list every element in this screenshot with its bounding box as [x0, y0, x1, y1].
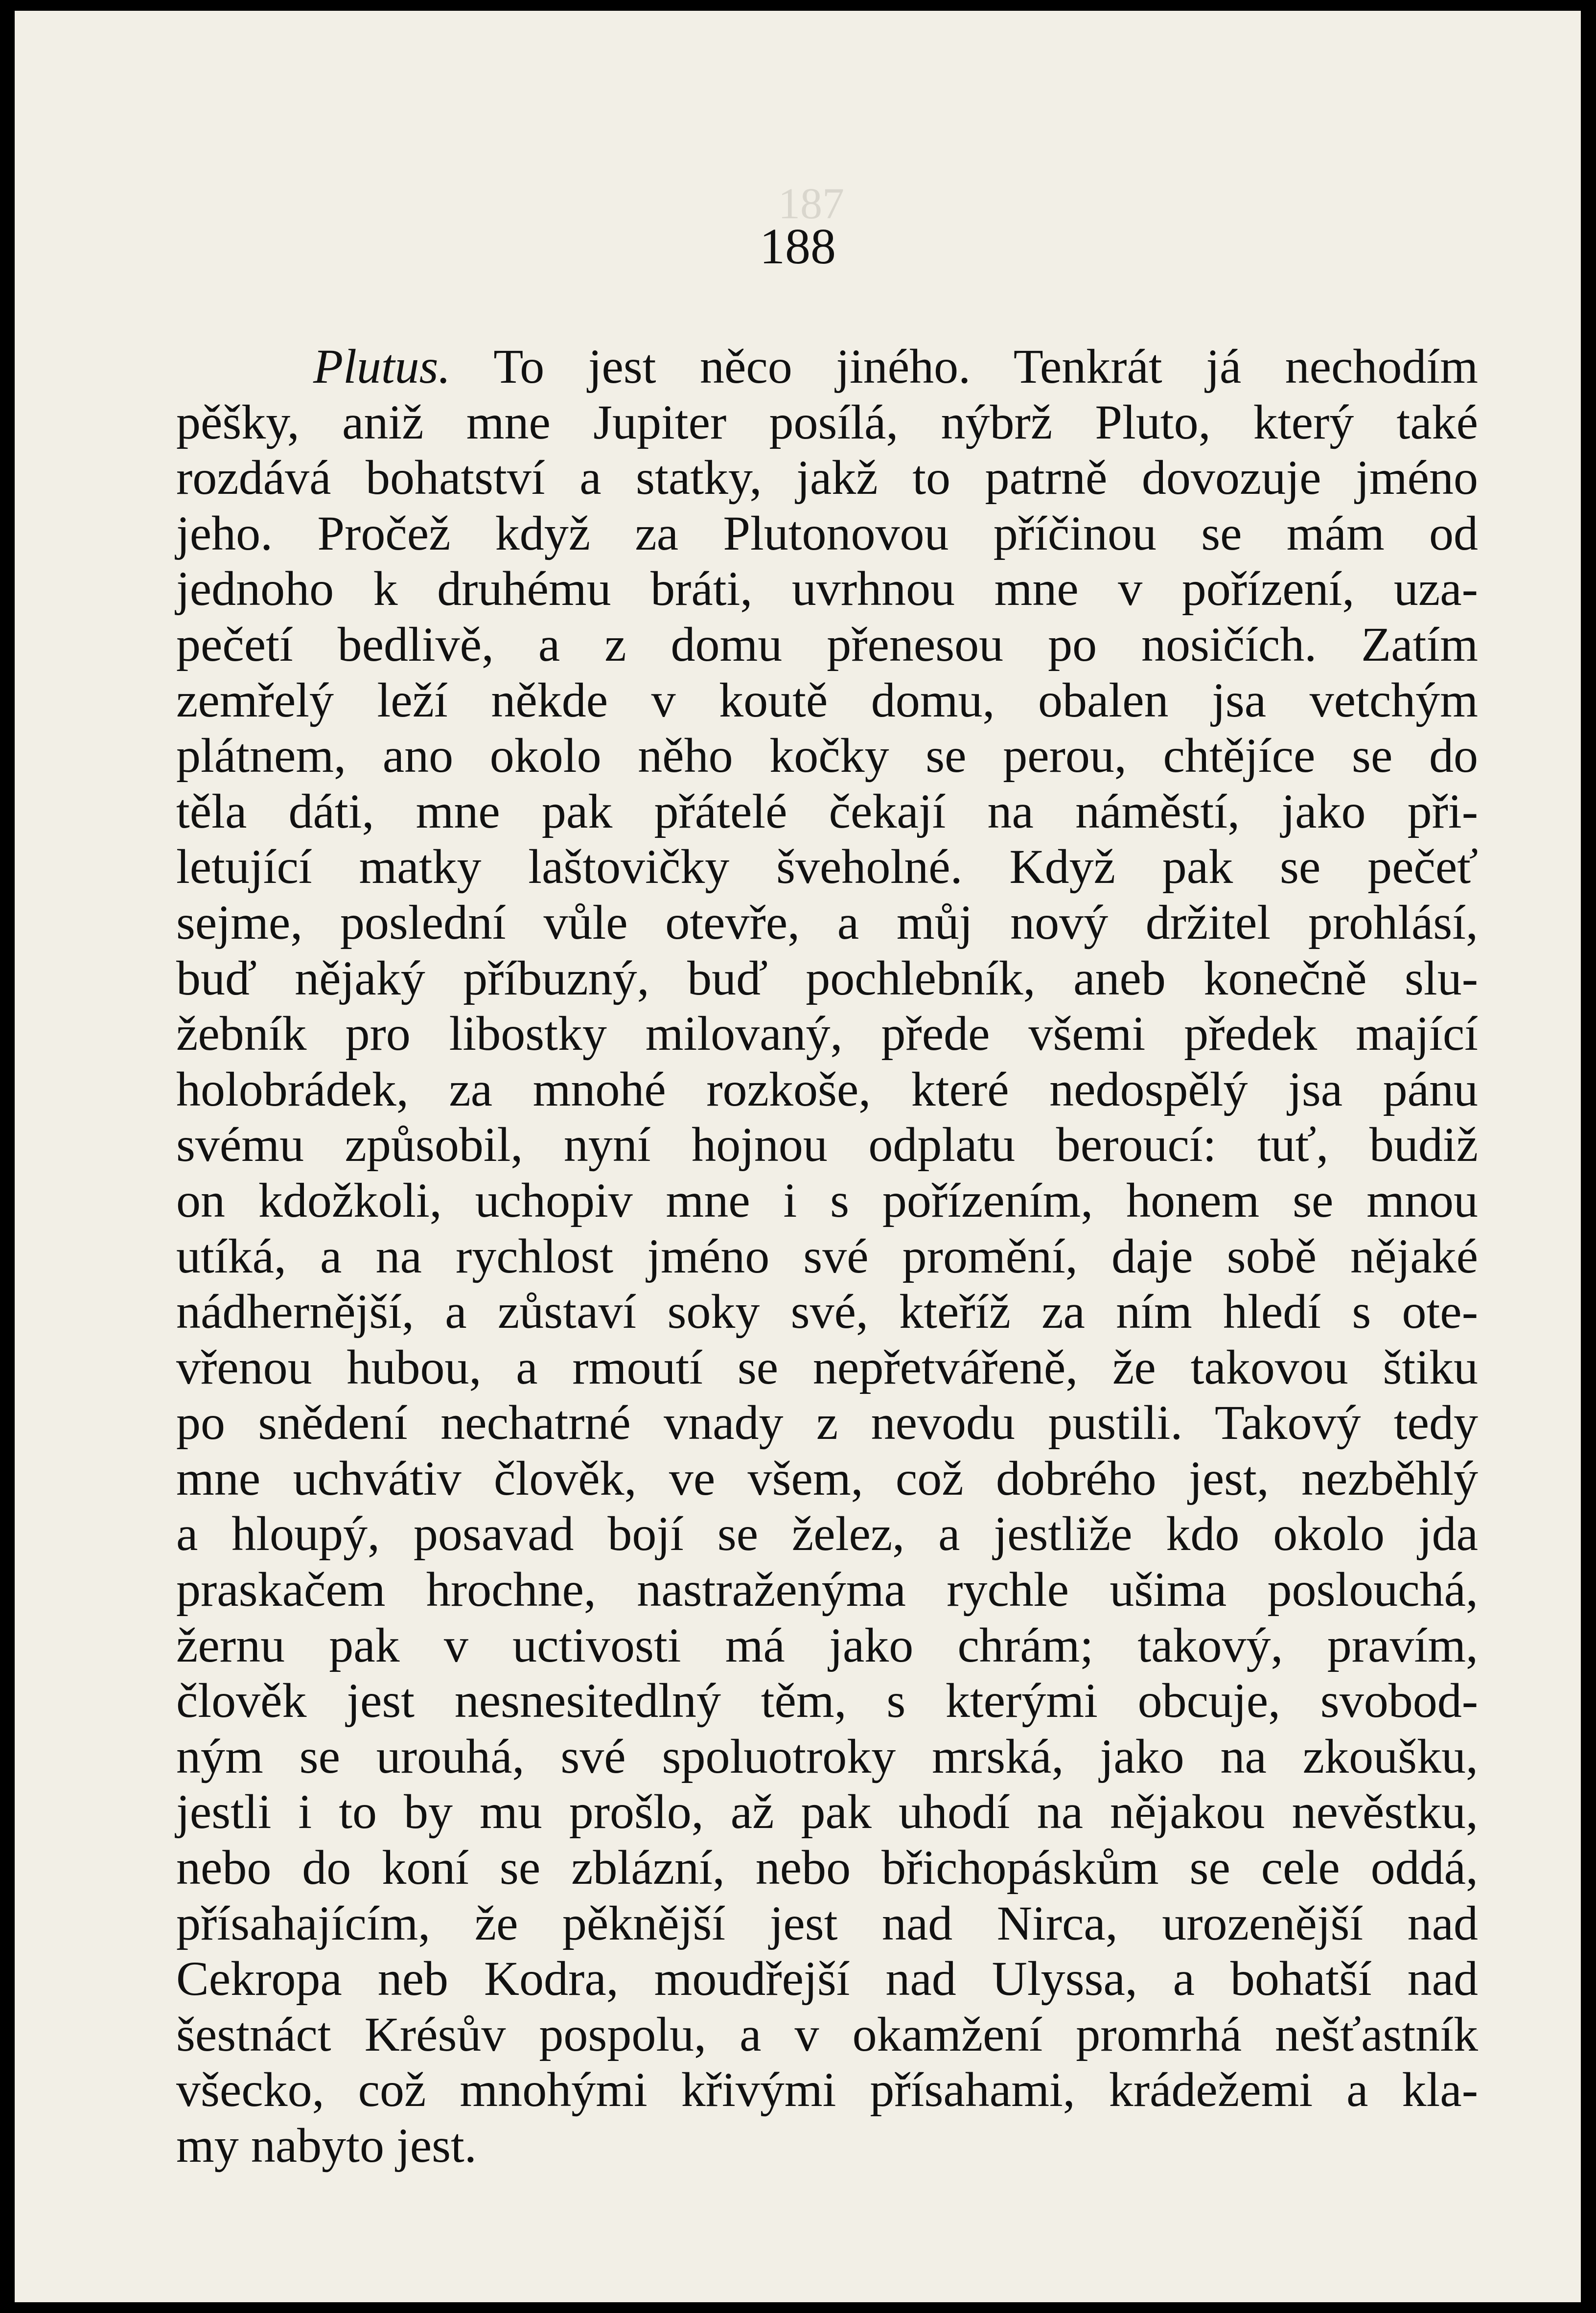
text-line: jeho. Pročež když za Plutonovou příčinou se mám od — [176, 506, 1478, 560]
text-line: praskačem hrochne, nastraženýma rychle ušima poslouchá, — [176, 1562, 1478, 1617]
scan-frame-top — [0, 0, 1596, 11]
text-line: mne uchvátiv člověk, ve všem, což dobrého jest, nezběhlý — [176, 1451, 1478, 1505]
text-line: žebník pro libostky milovaný, přede všemi předek mající — [176, 1006, 1478, 1061]
text-line: těla dáti, mne pak přátelé čekají na náměstí, jako při- — [176, 784, 1478, 838]
page-number: 188 — [760, 218, 836, 275]
text-line: buď nějaký příbuzný, buď pochlebník, aneb konečně slu- — [176, 950, 1478, 1005]
text-line: nádhernější, a zůstaví soky své, kteříž za ním hledí s ote- — [176, 1284, 1478, 1339]
speaker-name: Plutus. — [313, 339, 451, 393]
text-line: ným se urouhá, své spoluotroky mrská, jako na zkoušku, — [176, 1729, 1478, 1783]
show-through-page-number: 187 — [778, 180, 844, 228]
text-line: a hloupý, posavad bojí se želez, a jestliže kdo okolo jda — [176, 1506, 1478, 1561]
text-line: přísahajícím, že pěknější jest nad Nirca, urozenější nad — [176, 1896, 1478, 1950]
text-line: holobrádek, za mnohé rozkoše, které nedospělý jsa pánu — [176, 1062, 1478, 1116]
text-line: pěšky, aniž mne Jupiter posílá, nýbrž Pluto, který také — [176, 394, 1478, 449]
text-line: plátnem, ano okolo něho kočky se perou, chtějíce se do — [176, 728, 1478, 783]
text-line: po snědení nechatrné vnady z nevodu pustili. Takový tedy — [176, 1395, 1478, 1450]
text-line: člověk jest nesnesitedlný těm, s kterými obcuje, svobod- — [176, 1673, 1478, 1728]
text-line: letující matky laštovičky šveholné. Když pak se pečeť — [176, 839, 1478, 894]
text-line: on kdožkoli, uchopiv mne i s pořízením, honem se mnou — [176, 1173, 1478, 1227]
text-line: sejme, poslední vůle otevře, a můj nový držitel prohlásí, — [176, 895, 1478, 949]
book-page — [15, 11, 1581, 2302]
text-line: šestnáct Krésův pospolu, a v okamžení promrhá nešťastník — [176, 2007, 1478, 2061]
text-line-content: To jest něco jiného. Tenkrát já nechodím — [493, 339, 1478, 393]
text-line: pečetí bedlivě, a z domu přenesou po nosičích. Zatím — [176, 617, 1478, 671]
text-line: žernu pak v uctivosti má jako chrám; takový, pravím, — [176, 1618, 1478, 1672]
text-line: Cekropa neb Kodra, moudřejší nad Ulyssa, a bohatší nad — [176, 1951, 1478, 2006]
text-line: nebo do koní se zblázní, nebo břichopáskům se cele oddá, — [176, 1840, 1478, 1895]
text-line: rozdává bohatství a statky, jakž to patrně dovozuje jméno — [176, 450, 1478, 505]
body-text — [176, 339, 1478, 2174]
text-line: svému způsobil, nyní hojnou odplatu beroucí: tuť, budiž — [176, 1117, 1478, 1172]
text-line: jestli i to by mu prošlo, až pak uhodí na nějakou nevěstku, — [176, 1784, 1478, 1839]
text-line — [176, 339, 1478, 394]
text-line: my nabyto jest. — [176, 2118, 477, 2173]
text-line: utíká, a na rychlost jméno své promění, daje sobě nějaké — [176, 1228, 1478, 1283]
text-line: vřenou hubou, a rmoutí se nepřetvářeně, že takovou štiku — [176, 1340, 1478, 1394]
text-line: jednoho k druhému bráti, uvrhnou mne v pořízení, uza- — [176, 561, 1478, 616]
text-line: zemřelý leží někde v koutě domu, obalen jsa vetchým — [176, 672, 1478, 727]
text-line: všecko, což mnohými křivými přísahami, krádežemi a kla- — [176, 2062, 1478, 2117]
